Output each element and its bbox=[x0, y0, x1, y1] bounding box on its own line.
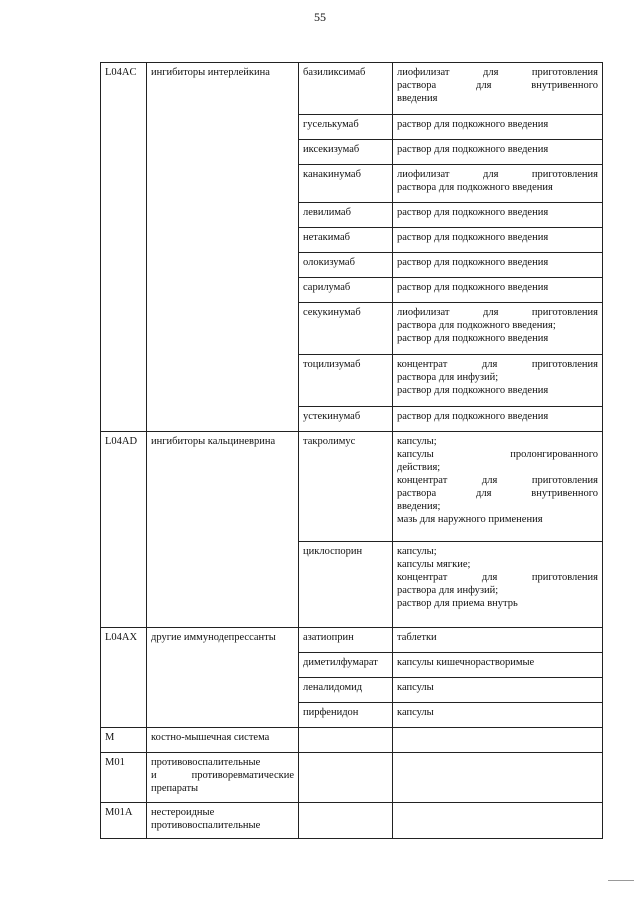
table-row bbox=[101, 407, 603, 432]
dosage-form-cell bbox=[393, 253, 603, 278]
dosage-form-line: капсулы мягкие; bbox=[397, 559, 471, 570]
group-cell bbox=[147, 165, 299, 203]
table-row bbox=[101, 753, 603, 803]
dosage-form-line: раствор для подкожного введения bbox=[397, 207, 549, 218]
atc-code-cell bbox=[101, 355, 147, 407]
drug-name-cell: нетакимаб bbox=[299, 228, 393, 253]
drug-name-cell: сарилумаб bbox=[299, 278, 393, 303]
group-cell bbox=[147, 203, 299, 228]
atc-code-cell bbox=[101, 253, 147, 278]
table-row bbox=[101, 678, 603, 703]
group-line: нестероидные bbox=[151, 807, 215, 818]
table-row bbox=[101, 303, 603, 355]
drug-name-cell: такролимус bbox=[299, 432, 393, 542]
dosage-form-cell bbox=[393, 355, 603, 407]
table-row bbox=[101, 278, 603, 303]
dosage-form-cell bbox=[393, 728, 603, 753]
atc-code-cell: M01A bbox=[101, 803, 147, 839]
dosage-form-line: концентрат для приготовления bbox=[397, 475, 598, 486]
dosage-form-line: раствора для инфузий; bbox=[397, 585, 499, 596]
group-cell bbox=[147, 542, 299, 628]
dosage-form-line: раствора для подкожного введения; bbox=[397, 320, 556, 331]
drug-table bbox=[100, 62, 603, 839]
dosage-form-line: раствор для подкожного введения bbox=[397, 385, 549, 396]
table-row bbox=[101, 253, 603, 278]
dosage-form-line: капсулы bbox=[397, 682, 434, 693]
dosage-form-cell bbox=[393, 542, 603, 628]
group-line: ингибиторы интерлейкина bbox=[151, 67, 270, 78]
dosage-form-cell bbox=[393, 115, 603, 140]
drug-name-cell bbox=[299, 803, 393, 839]
group-cell bbox=[147, 228, 299, 253]
group-line: и противоревматические bbox=[151, 770, 294, 781]
group-cell bbox=[147, 63, 299, 115]
table-row bbox=[101, 628, 603, 653]
table-row bbox=[101, 653, 603, 678]
drug-name-cell: азатиоприн bbox=[299, 628, 393, 653]
group-cell bbox=[147, 253, 299, 278]
atc-code-cell: L04AC bbox=[101, 63, 147, 115]
table-row bbox=[101, 728, 603, 753]
group-line: ингибиторы кальциневрина bbox=[151, 436, 276, 447]
atc-code-cell bbox=[101, 165, 147, 203]
dosage-form-line: лиофилизат для приготовления bbox=[397, 67, 598, 78]
group-cell bbox=[147, 407, 299, 432]
dosage-form-line: концентрат для приготовления bbox=[397, 572, 598, 583]
dosage-form-cell bbox=[393, 165, 603, 203]
dosage-form-cell bbox=[393, 278, 603, 303]
atc-code-cell bbox=[101, 115, 147, 140]
atc-code-cell bbox=[101, 203, 147, 228]
group-cell bbox=[147, 753, 299, 803]
dosage-form-line: капсулы кишечнорастворимые bbox=[397, 657, 535, 668]
table-row bbox=[101, 165, 603, 203]
atc-code-cell: M bbox=[101, 728, 147, 753]
atc-code-cell bbox=[101, 278, 147, 303]
drug-name-cell: левилимаб bbox=[299, 203, 393, 228]
table-row bbox=[101, 115, 603, 140]
drug-name-cell: циклоспорин bbox=[299, 542, 393, 628]
drug-name-cell bbox=[299, 728, 393, 753]
group-cell bbox=[147, 355, 299, 407]
group-cell bbox=[147, 140, 299, 165]
drug-name-cell: гуселькумаб bbox=[299, 115, 393, 140]
dosage-form-line: раствор для подкожного введения bbox=[397, 333, 549, 344]
group-cell bbox=[147, 678, 299, 703]
group-cell bbox=[147, 628, 299, 653]
group-line: другие иммунодепрессанты bbox=[151, 632, 276, 643]
drug-name-cell: пирфенидон bbox=[299, 703, 393, 728]
dosage-form-line: раствора для внутривенного bbox=[397, 488, 598, 499]
group-line: костно-мышечная система bbox=[151, 732, 270, 743]
group-cell bbox=[147, 278, 299, 303]
atc-code-cell: L04AX bbox=[101, 628, 147, 653]
dosage-form-line: капсулы; bbox=[397, 436, 437, 447]
drug-name-cell: тоцилизумаб bbox=[299, 355, 393, 407]
dosage-form-cell bbox=[393, 628, 603, 653]
group-cell bbox=[147, 803, 299, 839]
dosage-form-cell bbox=[393, 203, 603, 228]
dosage-form-cell bbox=[393, 432, 603, 542]
drug-name-cell: диметилфумарат bbox=[299, 653, 393, 678]
atc-code-cell bbox=[101, 228, 147, 253]
dosage-form-cell bbox=[393, 753, 603, 803]
group-line: противовоспалительные bbox=[151, 757, 261, 768]
drug-name-cell: иксекизумаб bbox=[299, 140, 393, 165]
dosage-form-line: капсулы пролонгированного bbox=[397, 449, 598, 460]
table-row bbox=[101, 63, 603, 115]
corner-mark bbox=[608, 880, 634, 881]
drug-name-cell: канакинумаб bbox=[299, 165, 393, 203]
dosage-form-line: концентрат для приготовления bbox=[397, 359, 598, 370]
dosage-form-line: раствор для подкожного введения bbox=[397, 257, 549, 268]
dosage-form-cell bbox=[393, 803, 603, 839]
group-cell bbox=[147, 653, 299, 678]
dosage-form-line: раствор для подкожного введения bbox=[397, 144, 549, 155]
drug-name-cell: устекинумаб bbox=[299, 407, 393, 432]
page-number: 55 bbox=[314, 10, 326, 24]
table-row bbox=[101, 703, 603, 728]
atc-code-cell bbox=[101, 140, 147, 165]
dosage-form-line: таблетки bbox=[397, 632, 437, 643]
dosage-form-line: раствор для подкожного введения bbox=[397, 119, 549, 130]
table-row bbox=[101, 203, 603, 228]
dosage-form-cell bbox=[393, 228, 603, 253]
group-line: противовоспалительные bbox=[151, 820, 261, 831]
table-row bbox=[101, 542, 603, 628]
dosage-form-line: капсулы; bbox=[397, 546, 437, 557]
drug-name-cell: секукинумаб bbox=[299, 303, 393, 355]
dosage-form-line: раствор для приема внутрь bbox=[397, 598, 518, 609]
atc-code-cell bbox=[101, 542, 147, 628]
dosage-form-cell bbox=[393, 678, 603, 703]
atc-code-cell: M01 bbox=[101, 753, 147, 803]
drug-name-cell: леналидомид bbox=[299, 678, 393, 703]
dosage-form-cell bbox=[393, 703, 603, 728]
drug-name-cell: базиликсимаб bbox=[299, 63, 393, 115]
dosage-form-cell bbox=[393, 303, 603, 355]
atc-code-cell bbox=[101, 407, 147, 432]
dosage-form-line: введения; bbox=[397, 501, 441, 512]
dosage-form-line: действия; bbox=[397, 462, 441, 473]
table-row bbox=[101, 803, 603, 839]
dosage-form-line: введения bbox=[397, 93, 438, 104]
dosage-form-cell bbox=[393, 63, 603, 115]
dosage-form-line: раствора для подкожного введения bbox=[397, 182, 553, 193]
dosage-form-line: капсулы bbox=[397, 707, 434, 718]
atc-code-cell bbox=[101, 678, 147, 703]
table-body bbox=[101, 63, 603, 839]
atc-code-cell bbox=[101, 653, 147, 678]
dosage-form-cell bbox=[393, 140, 603, 165]
dosage-form-line: раствор для подкожного введения bbox=[397, 282, 549, 293]
dosage-form-cell bbox=[393, 407, 603, 432]
atc-code-cell: L04AD bbox=[101, 432, 147, 542]
dosage-form-line: раствора для внутривенного bbox=[397, 80, 598, 91]
group-cell bbox=[147, 703, 299, 728]
group-cell bbox=[147, 432, 299, 542]
drug-name-cell bbox=[299, 753, 393, 803]
group-line: препараты bbox=[151, 783, 199, 794]
table-row bbox=[101, 355, 603, 407]
dosage-form-line: раствор для подкожного введения bbox=[397, 232, 549, 243]
dosage-form-cell bbox=[393, 653, 603, 678]
table-row bbox=[101, 228, 603, 253]
group-cell bbox=[147, 115, 299, 140]
drug-name-cell: олокизумаб bbox=[299, 253, 393, 278]
dosage-form-line: раствор для подкожного введения bbox=[397, 411, 549, 422]
group-cell bbox=[147, 728, 299, 753]
dosage-form-line: лиофилизат для приготовления bbox=[397, 307, 598, 318]
dosage-form-line: лиофилизат для приготовления bbox=[397, 169, 598, 180]
group-cell bbox=[147, 303, 299, 355]
dosage-form-line: мазь для наружного применения bbox=[397, 514, 543, 525]
table-row bbox=[101, 140, 603, 165]
atc-code-cell bbox=[101, 303, 147, 355]
atc-code-cell bbox=[101, 703, 147, 728]
table-row bbox=[101, 432, 603, 542]
dosage-form-line: раствора для инфузий; bbox=[397, 372, 499, 383]
